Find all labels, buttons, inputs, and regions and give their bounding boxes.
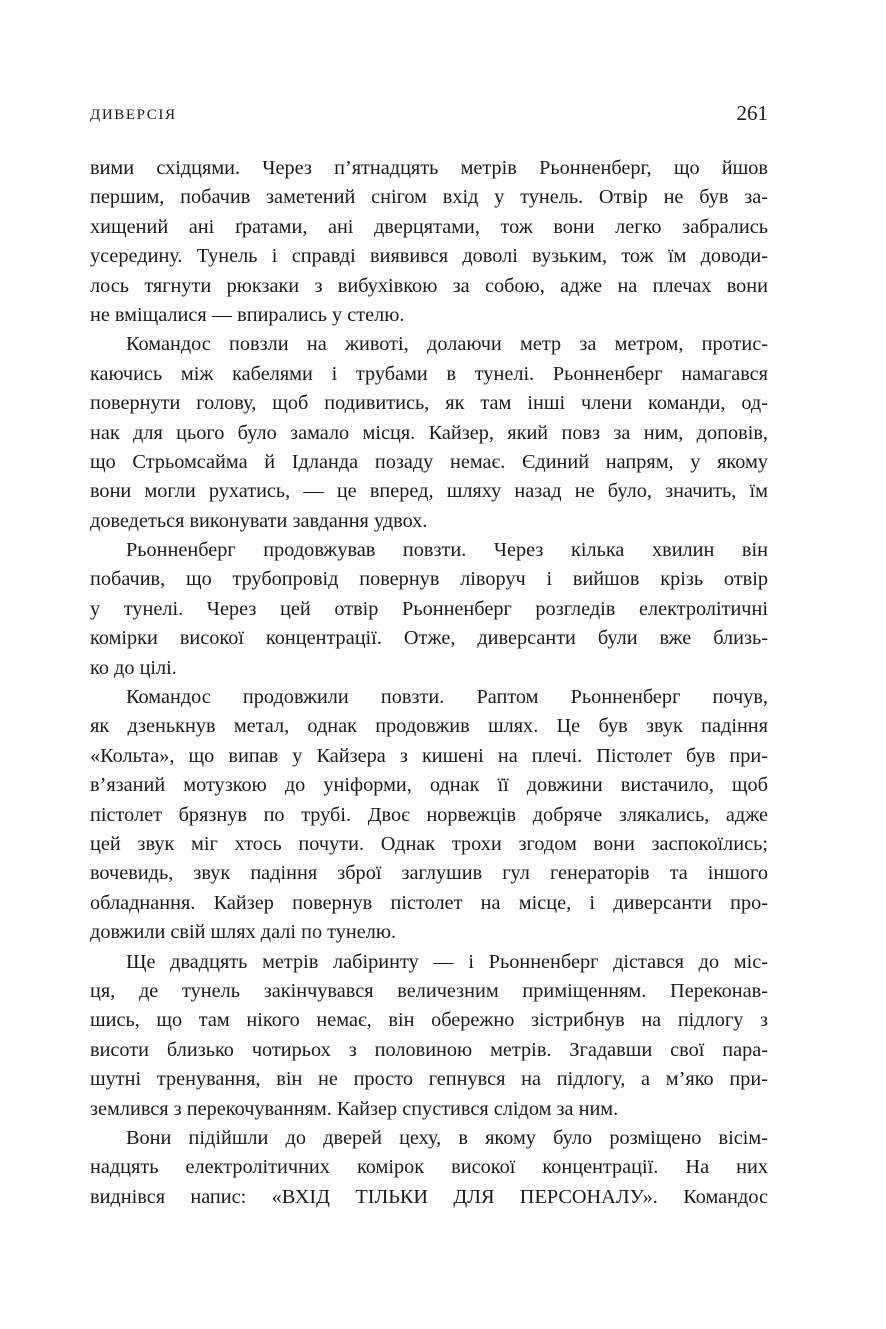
text-line: в’язаний мотузкою до уніформи, однак її довжини вистачило, щоб <box>90 774 768 797</box>
text-line: вочевидь, звук падіння зброї заглушив гул генераторів та іншого <box>90 862 768 885</box>
body-text <box>90 154 768 1212</box>
text-line: виднівся напис: «ВХІД ТІЛЬКИ ДЛЯ ПЕРСОНАЛУ». Командос <box>90 1185 768 1208</box>
text-line: Рьонненберг продовжував повзти. Через кілька хвилин він <box>126 539 768 562</box>
running-head <box>90 101 768 131</box>
text-line: що Стрьомсайма й Ідланда позаду немає. Єдиний напрям, у якому <box>90 450 768 473</box>
text-line: ця, де тунель закінчувався величезним приміщенням. Переконав- <box>90 979 768 1002</box>
text-line: шутні тренування, він не просто гепнувся на підлогу, а м’яко при- <box>90 1068 768 1091</box>
paragraph <box>90 683 768 948</box>
paragraph <box>90 330 768 536</box>
text-line: комірки високої концентрації. Отже, диверсанти були вже близь- <box>90 627 768 650</box>
paragraph <box>90 948 768 1124</box>
text-line: вони могли рухатись, — це вперед, шляху назад не було, значить, їм <box>90 480 768 503</box>
text-line: «Кольта», що випав у Кайзера з кишені на плечі. Пістолет був при- <box>90 744 768 767</box>
paragraph <box>90 536 768 683</box>
text-line: нак для цього було замало місця. Кайзер, який повз за ним, доповів, <box>90 421 768 444</box>
text-line: як дзенькнув метал, однак продовжив шлях. Це був звук падіння <box>90 715 768 738</box>
text-line: ко до цілі. <box>90 656 177 679</box>
text-line: вими східцями. Через п’ятнадцять метрів Рьонненберг, що йшов <box>90 157 768 179</box>
text-line: висоти близько чотирьох з половиною метрів. Згадавши свої пара- <box>90 1038 768 1061</box>
text-line: довжили свій шлях далі по тунелю. <box>90 921 397 944</box>
text-line: Ще двадцять метрів лабіринту — і Рьонненберг дістався до міс- <box>126 950 768 973</box>
text-line: повернути голову, щоб подивитись, як там інші члени команди, од- <box>90 392 768 415</box>
text-line: не вміщалися — впирались у стелю. <box>90 303 405 326</box>
text-line: першим, побачив заметений снігом вхід у тунель. Отвір не був за- <box>90 186 768 209</box>
text-line: надцять електролітичних комірок високої концентрації. На них <box>90 1156 768 1179</box>
section-title: ДИВЕРСІЯ <box>90 107 177 123</box>
text-line: побачив, що трубопровід повернув ліворуч і вийшов крізь отвір <box>90 568 768 591</box>
text-line: обладнання. Кайзер повернув пістолет на місце, і диверсанти про- <box>90 891 768 914</box>
text-line: лось тягнути рюкзаки з вибухівкою за собою, адже на плечах вони <box>90 274 768 297</box>
text-line: пістолет брязнув по трубі. Двоє норвежців добряче злякались, адже <box>90 803 768 826</box>
text-line: Командос продовжили повзти. Раптом Рьонненберг почув, <box>126 686 768 709</box>
text-line: Командос повзли на животі, долаючи метр за метром, протис- <box>126 333 768 356</box>
text-line: у тунелі. Через цей отвір Рьонненберг розгледів електролітичні <box>90 597 768 620</box>
page-number: 261 <box>736 101 768 125</box>
paragraph <box>90 1124 768 1212</box>
text-line: каючись між кабелями і трубами в тунелі. Рьонненберг намагався <box>90 362 768 385</box>
text-line: Вони підійшли до дверей цеху, в якому було розміщено вісім- <box>126 1126 768 1149</box>
text-line: шись, що там нікого немає, він обережно зістрибнув на підлогу з <box>90 1009 768 1032</box>
paragraph <box>90 154 768 330</box>
text-line: землився з перекочуванням. Кайзер спустився слідом за ним. <box>90 1097 619 1120</box>
text-line: доведеться виконувати завдання удвох. <box>90 509 428 532</box>
text-line: усередину. Тунель і справді виявився доволі вузьким, тож їм доводи- <box>90 245 768 268</box>
text-line: цей звук міг хтось почути. Однак трохи згодом вони заспокоїлись; <box>90 832 768 855</box>
text-line: хищений ані ґратами, ані дверцятами, тож вони легко забрались <box>90 215 768 238</box>
